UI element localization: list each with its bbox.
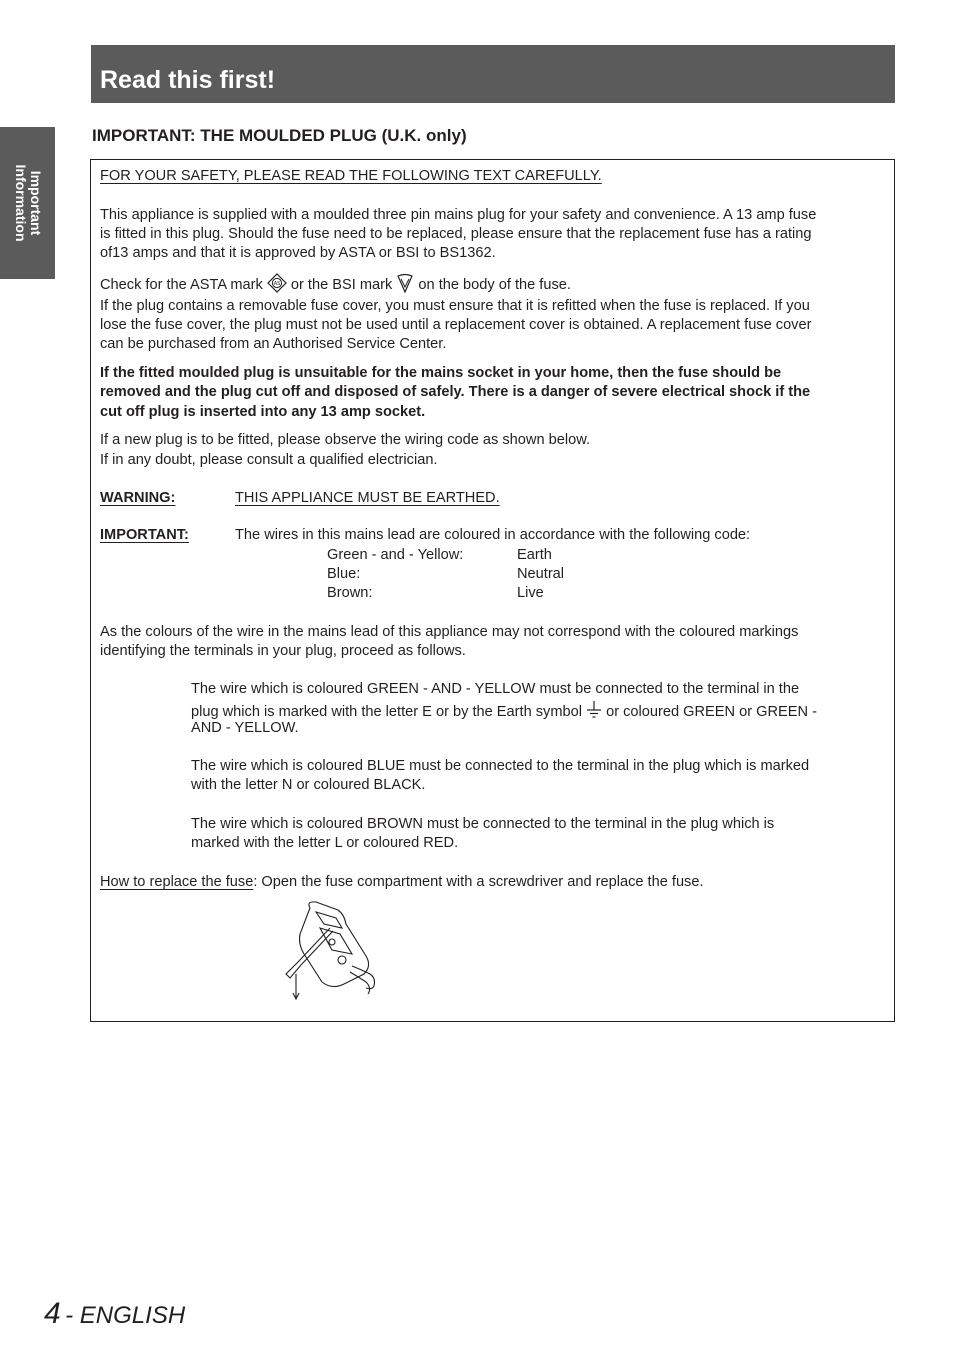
green-wire-line3: AND - YELLOW. (191, 720, 299, 736)
wire-code-green-value: Earth (517, 547, 552, 563)
green-wire-line1: The wire which is coloured GREEN - AND - YELLOW must be connected to the terminal in the (191, 681, 800, 697)
check-mark-text1: Check for the ASTA mark (100, 277, 263, 293)
blue-wire-line1: The wire which is coloured BLUE must be connected to the terminal in the plug which is marked (191, 758, 810, 774)
green-wire-line2b: or coloured GREEN or GREEN - (606, 704, 817, 720)
important-text: The wires in this mains lead are coloured in accordance with the following code: (235, 527, 751, 543)
page-title: Read this first! (100, 66, 276, 94)
bold-warning-line1: If the fitted moulded plug is unsuitable for the mains socket in your home, then the fuse should be (100, 365, 782, 381)
page-number: 4 (44, 1297, 61, 1330)
plug-screwdriver-illustration (280, 898, 382, 1002)
svg-text:AS: AS (273, 281, 281, 287)
brown-wire-line2: marked with the letter L or coloured RED. (191, 835, 459, 851)
important-label: IMPORTANT: (100, 527, 189, 543)
safety-notice: FOR YOUR SAFETY, PLEASE READ THE FOLLOWING TEXT CAREFULLY. (100, 168, 602, 184)
para3-line2: If in any doubt, please consult a qualified electrician. (100, 452, 438, 468)
check-mark-text3: on the body of the fuse. (418, 277, 571, 293)
green-wire-line2a: plug which is marked with the letter E or by the Earth symbol (191, 704, 582, 720)
para1-line3: of13 amps and that it is approved by ASTA or BSI to BS1362. (100, 245, 496, 261)
earth-symbol-icon (586, 700, 602, 720)
fuse-replace-text: : Open the fuse compartment with a screwdriver and replace the fuse. (253, 874, 704, 890)
wire-code-brown-label: Brown: (327, 585, 373, 601)
para1-line1: This appliance is supplied with a moulded three pin mains plug for your safety and convenience. A 13 amp fuse (100, 207, 817, 223)
wire-code-brown-value: Live (517, 585, 544, 601)
page-footer (44, 1296, 185, 1337)
side-tab[interactable] (0, 127, 55, 279)
section-heading: IMPORTANT: THE MOULDED PLUG (U.K. only) (92, 126, 467, 145)
para2-line2: lose the fuse cover, the plug must not be used until a replacement cover is obtained. A replacement fuse cover (100, 317, 812, 333)
warning-text: THIS APPLIANCE MUST BE EARTHED. (235, 490, 500, 506)
wire-code-blue-value: Neutral (517, 566, 565, 582)
wire-code-blue-label: Blue: (327, 566, 361, 582)
para1-line2: is fitted in this plug. Should the fuse need to be replaced, please ensure that the replacement fuse has a rating (100, 226, 812, 242)
check-mark-text2: or the BSI mark (290, 277, 393, 293)
asta-mark-icon (267, 273, 287, 293)
fuse-replace-link: How to replace the fuse (100, 874, 254, 890)
warning-label: WARNING: (100, 490, 176, 506)
brown-wire-line1: The wire which is coloured BROWN must be connected to the terminal in the plug which is (191, 816, 775, 832)
side-tab-line1: Important (27, 170, 44, 236)
blue-wire-line2: with the letter N or coloured BLACK. (191, 777, 426, 793)
bold-warning-line2: removed and the plug cut off and disposed of safely. There is a danger of severe electrical shock if the (100, 384, 811, 400)
side-tab-line2: Information (12, 164, 29, 242)
para4-line2: identifying the terminals in your plug, proceed as follows. (100, 643, 466, 659)
para4-line1: As the colours of the wire in the mains lead of this appliance may not correspond with the coloured markings (100, 624, 799, 640)
fuse-replace-line (100, 873, 704, 892)
para2-line1: If the plug contains a removable fuse cover, you must ensure that it is refitted when the fuse is replaced. If you (100, 298, 810, 314)
header-bar (91, 45, 895, 103)
wire-code-green-label: Green - and - Yellow: (327, 547, 464, 563)
footer-language: - ENGLISH (65, 1302, 186, 1329)
check-mark-line (100, 273, 571, 295)
side-tab-label (13, 165, 43, 242)
content-box (90, 159, 895, 1022)
bsi-kitemark-icon (396, 273, 414, 293)
bold-warning-line3: cut off plug is inserted into any 13 amp socket. (100, 404, 426, 420)
para2-line3: can be purchased from an Authorised Service Center. (100, 336, 447, 352)
para3-line1: If a new plug is to be fitted, please observe the wiring code as shown below. (100, 432, 590, 448)
